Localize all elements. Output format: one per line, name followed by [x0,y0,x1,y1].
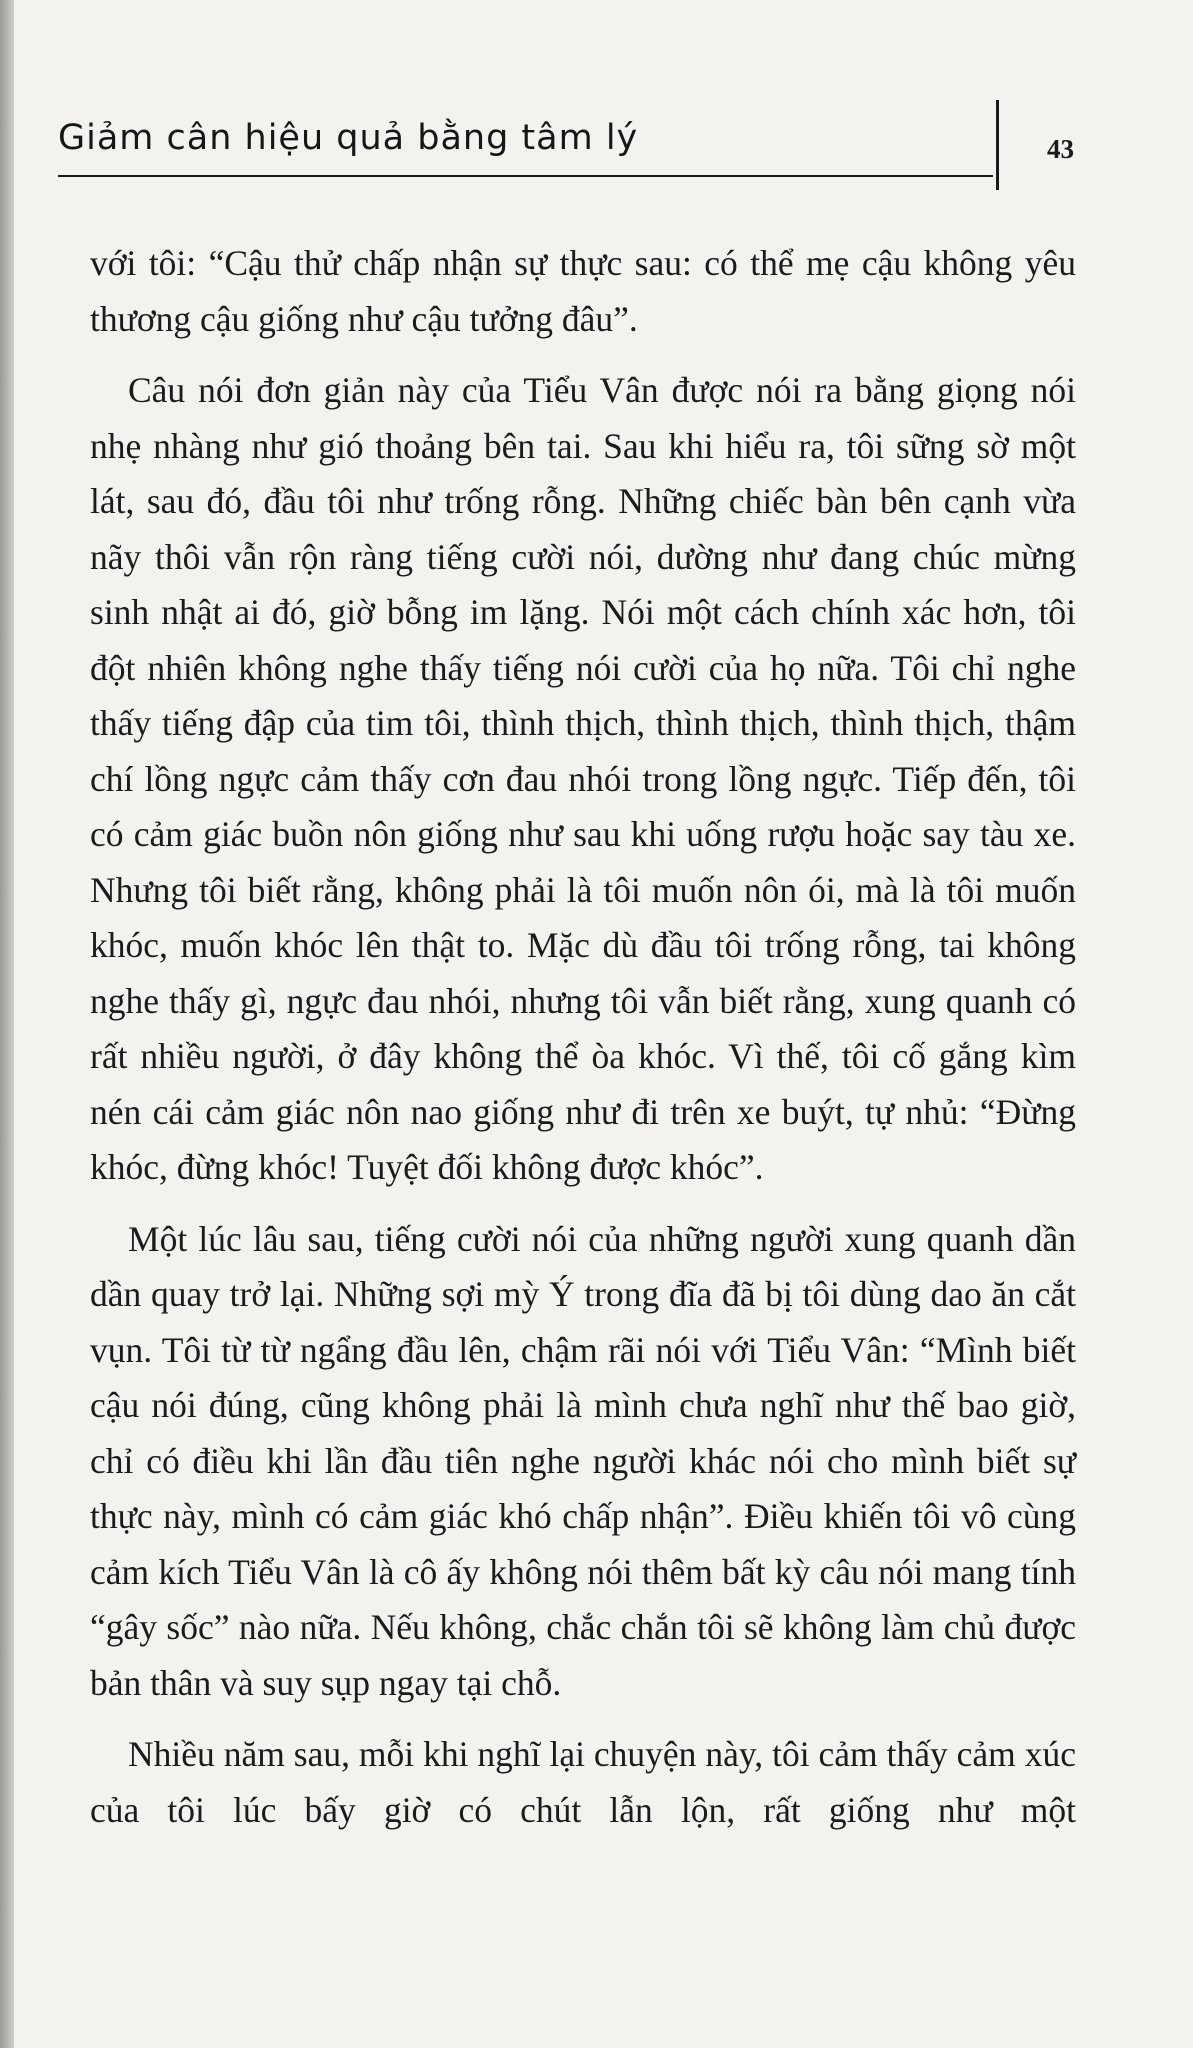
paragraph: với tôi: “Cậu thử chấp nhận sự thực sau: có thể mẹ cậu không yêu thương cậu giống như cậu tưởng đâu”. [90,243,1076,339]
book-binding-edge [0,0,14,2048]
paragraph: Câu nói đơn giản này của Tiểu Vân được nói ra bằng giọng nói nhẹ nhàng như gió thoảng bên tai. Sau khi hiểu ra, tôi sững sờ một lát, sau đó, đầu tôi như trống rỗng. Những chiếc bàn bên cạnh vừa nãy thôi vẫn rộn ràng tiếng cười nói, dường như đang chúc mừng sinh nhật ai đó, giờ bỗng im lặng. Nói một cách chính xác hơn, tôi đột nhiên không nghe thấy tiếng nói cười của họ nữa. Tôi chỉ nghe thấy tiếng đập của tim tôi, thình thịch, thình thịch, thình thịch, thậm chí lồng ngực cảm thấy cơn đau nhói trong lồng ngực. Tiếp đến, tôi có cảm giác buồn nôn giống như sau khi uống rượu hoặc say tàu xe. Nhưng tôi biết rằng, không phải là tôi muốn nôn ói, mà là tôi muốn khóc, muốn khóc lên thật to. Mặc dù đầu tôi trống rỗng, tai không nghe thấy gì, ngực đau nhói, nhưng tôi vẫn biết rằng, xung quanh có rất nhiều người, ở đây không thể òa khóc. Vì thế, tôi cố gắng kìm nén cái cảm giác nôn nao giống như đi trên xe buýt, tự nhủ: “Đừng khóc, đừng khóc! Tuyệt đối không được khóc”. [90,370,1076,1187]
page-number: 43 [1047,134,1074,164]
header-divider [996,100,999,190]
running-title: Giảm cân hiệu quả bằng tâm lý [58,118,639,158]
book-page [14,0,1193,2048]
page-header [14,0,1193,200]
body-text [90,236,1076,1854]
paragraph: Một lúc lâu sau, tiếng cười nói của những người xung quanh dần dần quay trở lại. Những sợi mỳ Ý trong đĩa đã bị tôi dùng dao ăn cắt vụn. Tôi từ từ ngẩng đầu lên, chậm rãi nói với Tiểu Vân: “Mình biết cậu nói đúng, cũng không phải là mình chưa nghĩ như thế bao giờ, chỉ có điều khi lần đầu tiên nghe người khác nói cho mình biết sự thực này, mình có cảm giác khó chấp nhận”. Điều khiến tôi vô cùng cảm kích Tiểu Vân là cô ấy không nói thêm bất kỳ câu nói mang tính “gây sốc” nào nữa. Nếu không, chắc chắn tôi sẽ không làm chủ được bản thân và suy sụp ngay tại chỗ. [90,1218,1076,1703]
header-rule [58,175,993,177]
paragraph: Nhiều năm sau, mỗi khi nghĩ lại chuyện này, tôi cảm thấy cảm xúc của tôi lúc bấy giờ có chút lẫn lộn, rất giống như một [90,1734,1076,1830]
